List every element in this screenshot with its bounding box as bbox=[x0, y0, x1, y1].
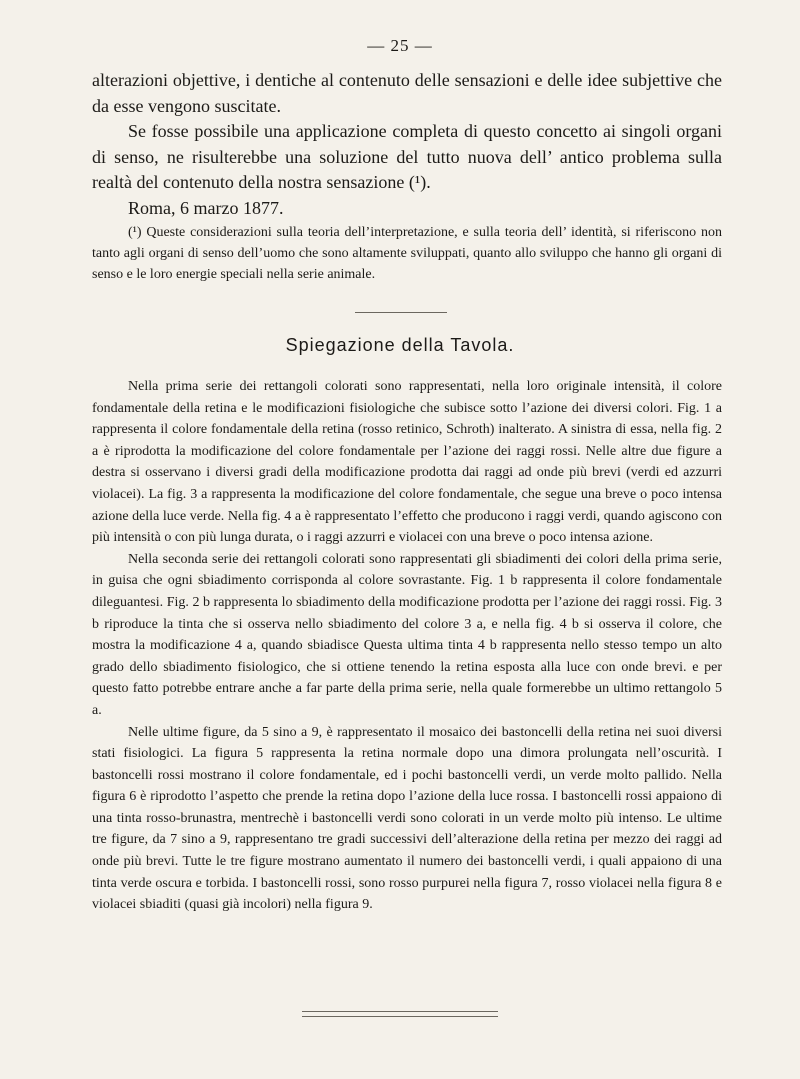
main-text bbox=[92, 68, 722, 221]
separator-rule bbox=[355, 312, 447, 313]
footnote: (¹) Queste considerazioni sulla teoria dell’interpretazione, e sulla teoria dell’ identità, si riferiscono non tanto agli organi di senso dell’uomo che sono altamente sviluppati, quanto allo sviluppo che hanno gli organi di senso e le loro energie speciali nella serie animale. bbox=[92, 225, 722, 282]
section-title: Spiegazione della Tavola. bbox=[285, 335, 515, 355]
date-line: Roma, 6 marzo 1877. bbox=[128, 197, 284, 218]
explanation-paragraph: Nelle ultime figure, da 5 sino a 9, è rappresentato il mosaico dei bastoncelli della retina nei suoi diversi stati fisiologici. La figura 5 rappresenta la retina normale dopo una dimora prolungata nell’oscurità. I bastoncelli rossi mostrano il colore fondamentale, ed i pochi bastoncelli verdi, un verde molto pallido. Nella figura 6 è riprodotto l’aspetto che prende la retina dopo l’azione della luce rossa. I bastoncelli rossi appaiono di una tinta rosso-brunastra, mentrechè i bastoncelli verdi sono colorati in un verde molto più intenso. Le ultime tre figure, da 7 sino a 9, rappresentano tre gradi successivi dell’alterazione della retina per mezzo dei raggi ad onde più brevi. Tutte le tre figure mostrano aumentato il numero dei bastoncelli verdi, i quali appaiono di una tinta verde oscura e torbida. I bastoncelli rossi, sono rosso purpurei nella figura 7, rosso violacei nella figura 8 e violacei sbiaditi (quasi già incolori) nella figura 9. bbox=[92, 724, 722, 913]
page-number: — 25 — bbox=[367, 36, 433, 55]
explanation-paragraph: Nella seconda serie dei rettangoli colorati sono rappresentati gli sbiadimenti dei colori della prima serie, in guisa che ogni sbiadimento corrisponda al colore sovrastante. Fig. 1 b rappresenta il colore fondamentale dileguantesi. Fig. 2 b rappresenta lo sbiadimento della modificazione prodotta per l’azione dei raggi rossi. Fig. 3 b riproduce la tinta che si osserva nello sbiadimento del colore 3 a, e nella fig. 4 b si osserva il colore, che mostra la modificazione 4 a, quando sbiadisce Questa ultima tinta 4 b rappresenta nello stesso tempo un alto grado dello sbiadimento fisiologico, che si ottiene tenendo la retina esposta alla luce con onde brevi. e per questo fatto potrebbe entrare anche a far parte della prima serie, nella quale formerebbe un ultimo rettangolo 5 a. bbox=[92, 551, 722, 718]
main-paragraph-continued: alterazioni objettive, i dentiche al contenuto delle sensazioni e delle idee subjettive che da esse vengono suscitate. bbox=[92, 70, 722, 116]
plate-explanation bbox=[92, 376, 722, 916]
explanation-paragraph: Nella prima serie dei rettangoli colorati sono rappresentati, nella loro originale intensità, il colore fondamentale della retina e le modificazioni fisiologiche che subisce sotto l’azione dei diversi colori. Fig. 1 a rappresenta il colore fondamentale della retina (rosso retinico, Schroth) inalterato. A sinistra di essa, nella fig. 2 a è riprodotta la modificazione del colore fondamentale per l’azione dei raggi rossi. Nelle altre due figure a destra si osservano i diversi gradi della modificazione prodotta dai raggi ad onde più brevi (verdi ed azzurri violacei). La fig. 3 a rappresenta la modificazione del colore fondamentale, che segue una breve o poco intensa azione della luce verde. Nella fig. 4 a è rappresentato l’effetto che producono i raggi verdi, quando agiscono con più intensità o con più lunga durata, o i raggi azzurri e violacei con una breve o poco intensa azione. bbox=[92, 379, 722, 546]
end-double-rule bbox=[302, 1011, 498, 1017]
main-paragraph: Se fosse possibile una applicazione completa di questo concetto ai singoli organi di senso, ne risulterebbe una soluzione del tutto nuova dell’ antico problema sulla realtà del contenuto della nostra sensazione (¹). bbox=[92, 121, 722, 192]
